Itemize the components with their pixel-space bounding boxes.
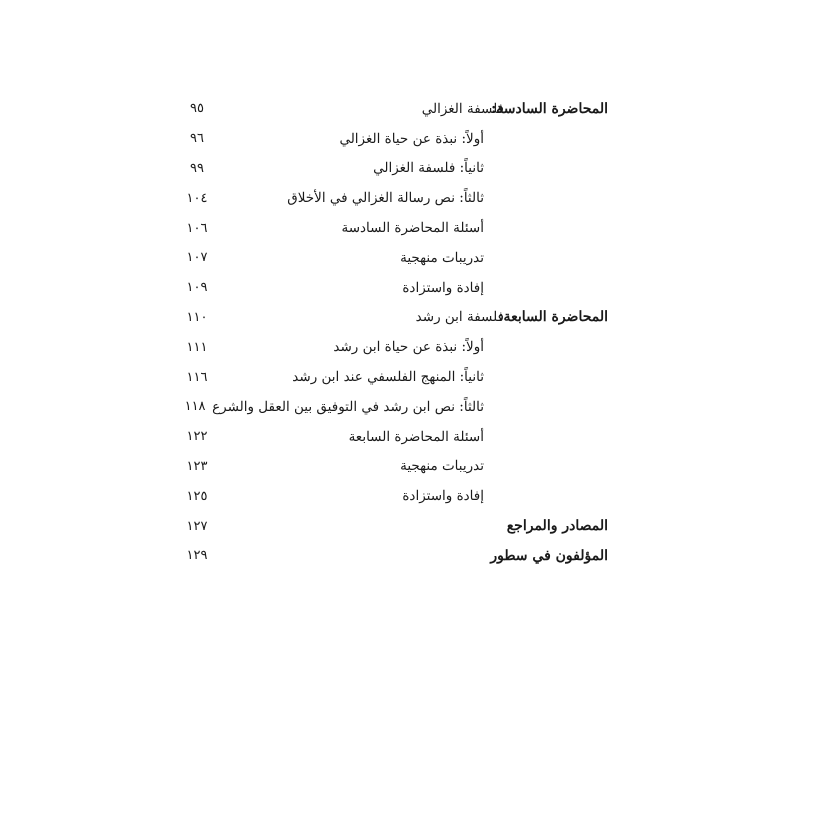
toc-entry-title: أسئلة المحاضرة السادسة [341,220,484,237]
page-number: ١٠٧ [186,250,208,266]
toc-entry [402,280,608,296]
toc-row[interactable] [180,452,608,482]
toc-entry [402,488,608,504]
toc-row[interactable] [180,213,608,243]
page-number: ١٠٦ [186,220,208,236]
toc-entry [422,101,608,117]
lecture-label: المحاضرة السابعة: [498,309,608,326]
toc-entry-title: ثالثاً: نص رسالة الغزالي في الأخلاق [287,190,484,207]
toc-entry-title: ثانياً: فلسفة الغزالي [373,160,484,177]
page-number: ١٢٧ [186,518,208,534]
toc-entry [490,548,608,564]
toc-entry-title: تدريبات منهجية [400,249,484,266]
toc-entry-title: ثانياً: المنهج الفلسفي عند ابن رشد [292,369,484,386]
toc-entry-title: فلسفة ابن رشد [415,309,504,326]
toc-entry [400,250,608,266]
toc-entry [373,160,608,176]
toc-entry-title: أولاً: نبذة عن حياة ابن رشد [333,339,484,356]
toc-entry-title: أولاً: نبذة عن حياة الغزالي [339,130,484,147]
toc-entry [287,190,608,206]
toc-entry [507,518,608,534]
toc-entry [333,339,608,355]
page-number: ١٠٤ [186,190,208,206]
toc-entry-title: المصادر والمراجع [506,518,608,535]
page-number: ١١١ [186,339,208,355]
toc-row[interactable] [180,332,608,362]
toc-row[interactable] [180,154,608,184]
toc-row[interactable] [180,273,608,303]
toc-entry-title: إفادة واستزادة [402,279,484,296]
page-number: ١١٦ [186,369,208,385]
page-number: ١١٨ [184,399,206,415]
toc-row[interactable] [180,392,608,422]
toc-row[interactable] [180,362,608,392]
toc-row[interactable] [180,511,608,541]
toc-entry [292,369,608,385]
toc-row[interactable] [180,422,608,452]
toc-entry [339,131,608,147]
page-number: ١٠٩ [186,280,208,296]
toc-entry [342,220,609,236]
toc-entry-title: ثالثاً: نص ابن رشد في التوفيق بين العقل والشرع [212,398,484,415]
page-number: ١٢٢ [186,429,208,445]
page-number: ١٢٥ [186,488,208,504]
toc-entry-title: المؤلفون في سطور [490,547,608,564]
page-number: ١٢٣ [186,458,208,474]
page-number: ١٢٩ [186,548,208,564]
page-number: ٩٩ [190,160,204,176]
lecture-label: المحاضرة السادسة: [491,100,608,117]
toc-row[interactable] [180,124,608,154]
toc-entry-title: إفادة واستزادة [402,488,484,505]
toc-row[interactable] [180,541,608,571]
toc-entry-title: أسئلة المحاضرة السابعة [348,428,484,445]
page-number: ١١٠ [186,309,208,325]
toc-entry [212,399,608,415]
toc-entry [400,458,608,474]
toc-entry [349,429,608,445]
toc-row[interactable] [180,303,608,333]
toc-entry-title: تدريبات منهجية [400,458,484,475]
page-number: ٩٦ [190,131,204,147]
toc-row[interactable] [180,183,608,213]
toc-row[interactable] [180,94,608,124]
table-of-contents [180,94,608,571]
toc-row[interactable] [180,481,608,511]
toc-row[interactable] [180,243,608,273]
page-number: ٩٥ [190,101,204,117]
toc-entry-title: فلسفة الغزالي [421,100,504,117]
toc-entry [416,309,608,325]
